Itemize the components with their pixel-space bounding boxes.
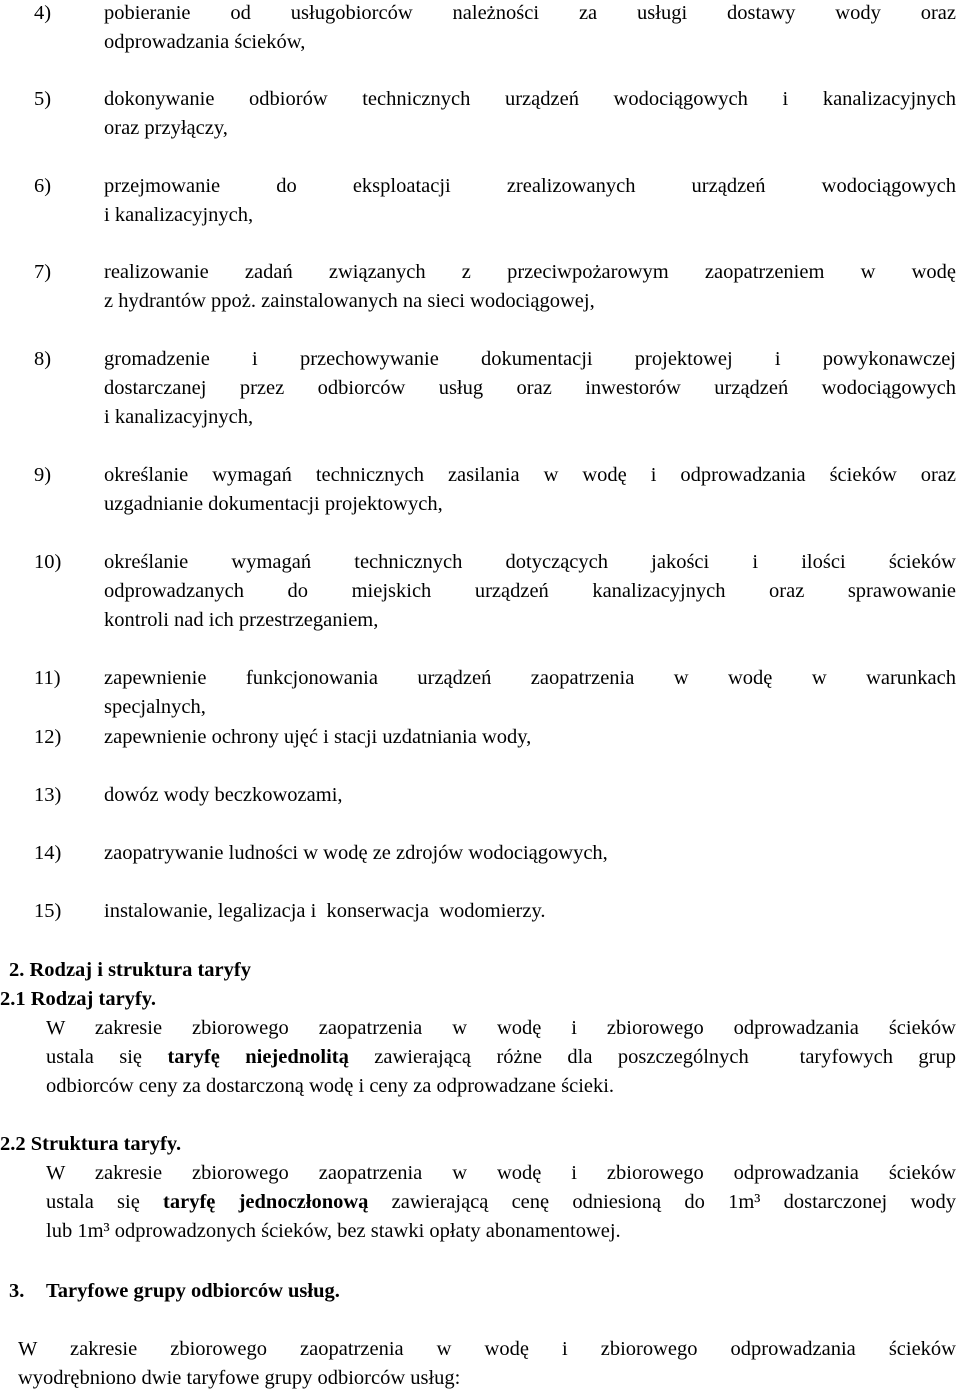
list-item-text: odprowadzanych do miejskich urządzeń kanalizacyjnych oraz sprawowanie [104, 580, 956, 602]
list-item-text: instalowanie, legalizacja i konserwacja wodomierzy. [104, 900, 546, 922]
paragraph-text: ustala się [46, 1191, 164, 1213]
list-item-text: specjalnych, [104, 696, 206, 718]
list-item-text: gromadzenie i przechowywanie dokumentacji projektowej i powykonawczej [104, 348, 956, 370]
list-number: 5) [34, 88, 52, 110]
list-number: 10) [34, 551, 62, 573]
paragraph-text: ustala się [46, 1046, 168, 1068]
paragraph-line [46, 1189, 956, 1215]
subsection-heading: 2.1 Rodzaj taryfy. [0, 988, 157, 1010]
paragraph-text: zawierającą cenę odniesioną do 1m³ dostarczonej wody [368, 1191, 957, 1213]
list-item-text: z hydrantów ppoż. zainstalowanych na sieci wodociągowej, [104, 290, 595, 312]
list-item-text: określanie wymagań technicznych zasilania w wodę i odprowadzania ścieków oraz [104, 464, 956, 486]
paragraph-line: W zakresie zbiorowego zaopatrzenia w wodę i zbiorowego odprowadzania ścieków [18, 1338, 956, 1360]
paragraph-line: lub 1m³ odprowadzonych ścieków, bez stawki opłaty abonamentowej. [46, 1220, 621, 1242]
list-number: 11) [34, 667, 61, 689]
list-item-text: i kanalizacyjnych, [104, 204, 254, 226]
paragraph-line: W zakresie zbiorowego zaopatrzenia w wodę i zbiorowego odprowadzania ścieków [46, 1017, 956, 1039]
list-number: 15) [34, 900, 62, 922]
list-number: 12) [34, 726, 62, 748]
list-item-text: oraz przyłączy, [104, 117, 228, 139]
section-heading: 2. Rodzaj i struktura taryfy [9, 959, 251, 981]
list-item-text: dowóz wody beczkowozami, [104, 784, 343, 806]
list-number: 7) [34, 261, 52, 283]
list-item-text: dokonywanie odbiorów technicznych urządzeń wodociągowych i kanalizacyjnych [104, 88, 956, 110]
paragraph-line: W zakresie zbiorowego zaopatrzenia w wodę i zbiorowego odprowadzania ścieków [46, 1162, 956, 1184]
list-item-text: zaopatrywanie ludności w wodę ze zdrojów wodociągowych, [104, 842, 608, 864]
section-heading: Taryfowe grupy odbiorców usług. [46, 1280, 340, 1302]
paragraph-text: zawierającą różne dla poszczególnych taryfowych grup [348, 1046, 956, 1068]
list-item-text: zapewnienie funkcjonowania urządzeń zaopatrzenia w wodę w warunkach [104, 667, 956, 689]
paragraph-line [46, 1044, 956, 1070]
paragraph-line: odbiorców ceny za dostarczoną wodę i ceny za odprowadzane ścieki. [46, 1075, 615, 1097]
list-item-text: przejmowanie do eksploatacji zrealizowanych urządzeń wodociągowych [104, 175, 956, 197]
section-number: 3. [9, 1280, 25, 1302]
list-number: 4) [34, 2, 52, 24]
emphasis-text: taryfę jednoczłonową [163, 1191, 369, 1213]
list-item-text: dostarczanej przez odbiorców usług oraz inwestorów urządzeń wodociągowych [104, 377, 956, 399]
list-number: 6) [34, 175, 52, 197]
list-item-text: kontroli nad ich przestrzeganiem, [104, 609, 379, 631]
paragraph-line: wyodrębniono dwie taryfowe grupy odbiorców usług: [18, 1367, 461, 1389]
list-item-text: pobieranie od usługobiorców należności za usługi dostawy wody oraz [104, 2, 956, 24]
list-item-text: zapewnienie ochrony ujęć i stacji uzdatniania wody, [104, 726, 532, 748]
list-item-text: uzgadnianie dokumentacji projektowych, [104, 493, 443, 515]
emphasis-text: taryfę niejednolitą [167, 1046, 349, 1068]
list-item-text: określanie wymagań technicznych dotyczących jakości i ilości ścieków [104, 551, 956, 573]
list-item-text: realizowanie zadań związanych z przeciwpożarowym zaopatrzeniem w wodę [104, 261, 956, 283]
subsection-heading: 2.2 Struktura taryfy. [0, 1133, 182, 1155]
list-number: 13) [34, 784, 62, 806]
list-number: 8) [34, 348, 52, 370]
list-number: 9) [34, 464, 52, 486]
list-item-text: i kanalizacyjnych, [104, 406, 254, 428]
list-number: 14) [34, 842, 62, 864]
list-item-text: odprowadzania ścieków, [104, 31, 306, 53]
